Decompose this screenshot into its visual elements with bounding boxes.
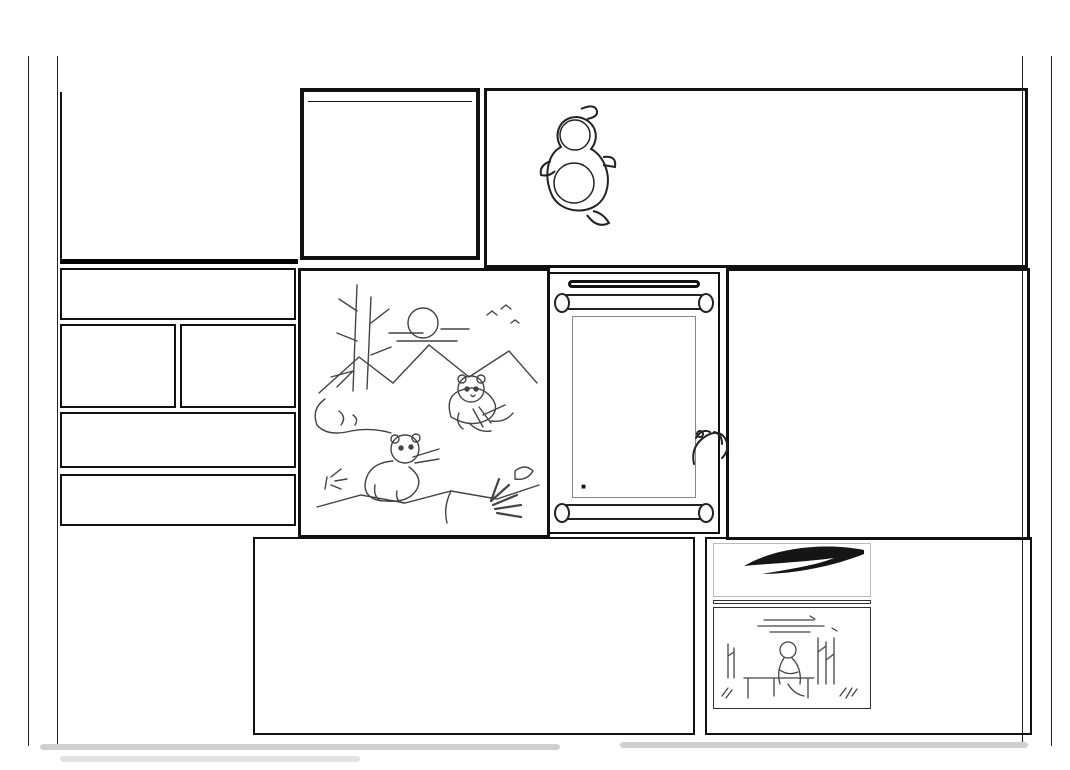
scan-artifact-bar [60, 756, 360, 762]
lucky-numbers-box [300, 88, 480, 260]
scroll-roller-top [560, 294, 708, 310]
scan-artifact-bar [620, 742, 1028, 748]
left-logo-strip [28, 56, 58, 746]
solver-label [713, 600, 871, 604]
calligraphy-box [484, 88, 1028, 268]
monkey-sketch [684, 418, 732, 474]
solver-sub-box [713, 543, 871, 729]
special-gift-line [60, 474, 296, 526]
big-single-boxes [60, 324, 296, 408]
lucky-footer [308, 101, 472, 105]
scroll-body [572, 316, 696, 498]
scroll-roller-bottom [560, 504, 708, 520]
analysis-panel [726, 268, 1030, 540]
poem-signature [579, 482, 588, 491]
treasure-map-title [568, 280, 700, 288]
panda-scene-drawing [301, 271, 541, 529]
recommended-numbers-box [60, 412, 296, 468]
panda-illustration-box [298, 268, 550, 538]
analysis-big-half [729, 271, 878, 537]
hot-cold-table [60, 92, 298, 264]
treasure-map-box [548, 272, 720, 534]
single-number-label [180, 324, 296, 408]
solver-drawing [713, 607, 871, 709]
picture-solver-box [705, 537, 1032, 735]
this-issue-opens-box [60, 268, 296, 320]
analysis-single-half [878, 271, 1027, 537]
big-number-label [60, 324, 176, 408]
gourd-illustration [529, 95, 625, 245]
trend-grid [253, 537, 695, 735]
ink-stroke-art [713, 543, 871, 597]
scan-artifact-bar [40, 744, 560, 750]
top-logo-strip [56, 56, 1022, 86]
